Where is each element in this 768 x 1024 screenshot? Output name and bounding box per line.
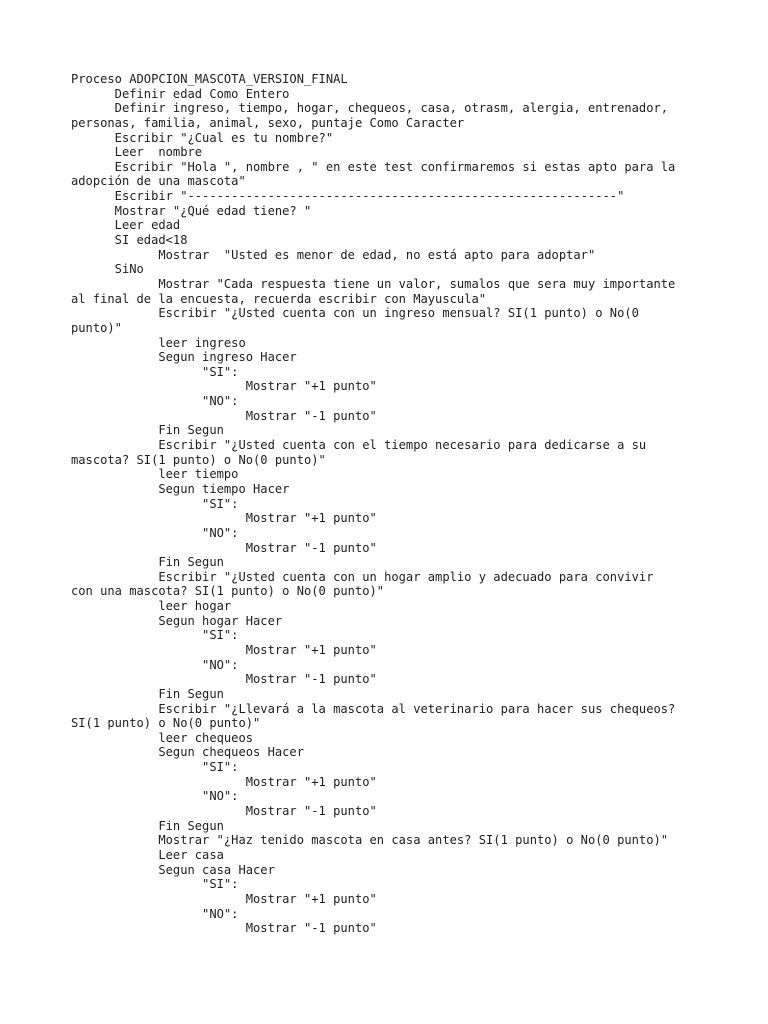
- code-line: Definir edad Como Entero: [71, 86, 290, 101]
- code-line: Definir ingreso, tiempo, hogar, chequeos, casa, otrasm, alergia, entrenador,: [71, 101, 669, 116]
- code-line: Mostrar "¿Haz tenido mascota en casa antes? SI(1 punto) o No(0 punto)": [71, 833, 669, 848]
- code-line: "SI":: [71, 364, 239, 379]
- code-line: Mostrar "+1 punto": [71, 642, 377, 657]
- code-line: Mostrar "+1 punto": [71, 379, 377, 394]
- code-line: Segun chequeos Hacer: [71, 745, 304, 760]
- code-line: Fin Segun: [71, 555, 224, 570]
- code-line: personas, familia, animal, sexo, puntaje Como Caracter: [71, 115, 465, 130]
- code-line: "SI":: [71, 877, 239, 892]
- code-line: "NO":: [71, 525, 239, 540]
- code-line: "NO":: [71, 906, 239, 921]
- code-line: "SI":: [71, 760, 239, 775]
- code-line: Escribir "¿Usted cuenta con el tiempo necesario para dedicarse a su: [71, 438, 647, 453]
- code-line: Escribir "-----------------------------------------------------------": [71, 189, 625, 204]
- code-line: leer chequeos: [71, 730, 254, 745]
- code-line: "NO":: [71, 789, 239, 804]
- code-line: SiNo: [71, 262, 144, 277]
- code-line: Leer edad: [71, 218, 181, 233]
- code-line: adopción de una mascota": [71, 174, 246, 189]
- code-line: Proceso ADOPCION_MASCOTA_VERSION_FINAL: [71, 72, 348, 86]
- code-line: Leer nombre: [71, 145, 203, 160]
- code-line: Mostrar "-1 punto": [71, 540, 377, 555]
- code-line: Mostrar "-1 punto": [71, 672, 377, 687]
- code-line: Segun hogar Hacer: [71, 613, 283, 628]
- code-line: Escribir "Hola ", nombre , " en este test confirmaremos si estas apto para la: [71, 159, 676, 174]
- code-line: mascota? SI(1 punto) o No(0 punto)": [71, 452, 326, 467]
- code-line: "SI":: [71, 496, 239, 511]
- code-line: al final de la encuesta, recuerda escribir con Mayuscula": [71, 291, 487, 306]
- code-line: leer tiempo: [71, 467, 239, 482]
- code-line: Mostrar "Cada respuesta tiene un valor, sumalos que sera muy importante: [71, 276, 676, 291]
- code-line: "NO":: [71, 657, 239, 672]
- code-line: Leer casa: [71, 847, 224, 862]
- code-line: con una mascota? SI(1 punto) o No(0 punto)": [71, 584, 385, 599]
- code-line: leer hogar: [71, 599, 232, 614]
- code-line: Segun ingreso Hacer: [71, 350, 297, 365]
- code-line: Mostrar "+1 punto": [71, 891, 377, 906]
- code-line: Escribir "¿Llevará a la mascota al veterinario para hacer sus chequeos?: [71, 701, 676, 716]
- pseudocode-listing: [71, 72, 701, 936]
- code-line: leer ingreso: [71, 335, 246, 350]
- code-line: Fin Segun: [71, 686, 224, 701]
- code-line: Segun tiempo Hacer: [71, 481, 290, 496]
- code-line: SI(1 punto) o No(0 punto)": [71, 716, 261, 731]
- code-line: Mostrar "+1 punto": [71, 774, 377, 789]
- code-line: Escribir "¿Usted cuenta con un ingreso mensual? SI(1 punto) o No(0: [71, 306, 639, 321]
- code-line: "SI":: [71, 628, 239, 643]
- code-line: Mostrar "+1 punto": [71, 511, 377, 526]
- code-line: Fin Segun: [71, 423, 224, 438]
- code-line: Mostrar "-1 punto": [71, 921, 377, 936]
- code-line: Mostrar "¿Qué edad tiene? ": [71, 203, 312, 218]
- code-line: Escribir "¿Usted cuenta con un hogar amplio y adecuado para convivir: [71, 569, 654, 584]
- code-line: Segun casa Hacer: [71, 862, 275, 877]
- code-line: Fin Segun: [71, 818, 224, 833]
- code-line: Mostrar "-1 punto": [71, 804, 377, 819]
- code-line: Mostrar "-1 punto": [71, 408, 377, 423]
- code-line: punto)": [71, 320, 122, 335]
- code-line: Mostrar "Usted es menor de edad, no está apto para adoptar": [71, 247, 596, 262]
- code-line: Escribir "¿Cual es tu nombre?": [71, 130, 334, 145]
- code-line: "NO":: [71, 394, 239, 409]
- code-line: SI edad<18: [71, 233, 188, 248]
